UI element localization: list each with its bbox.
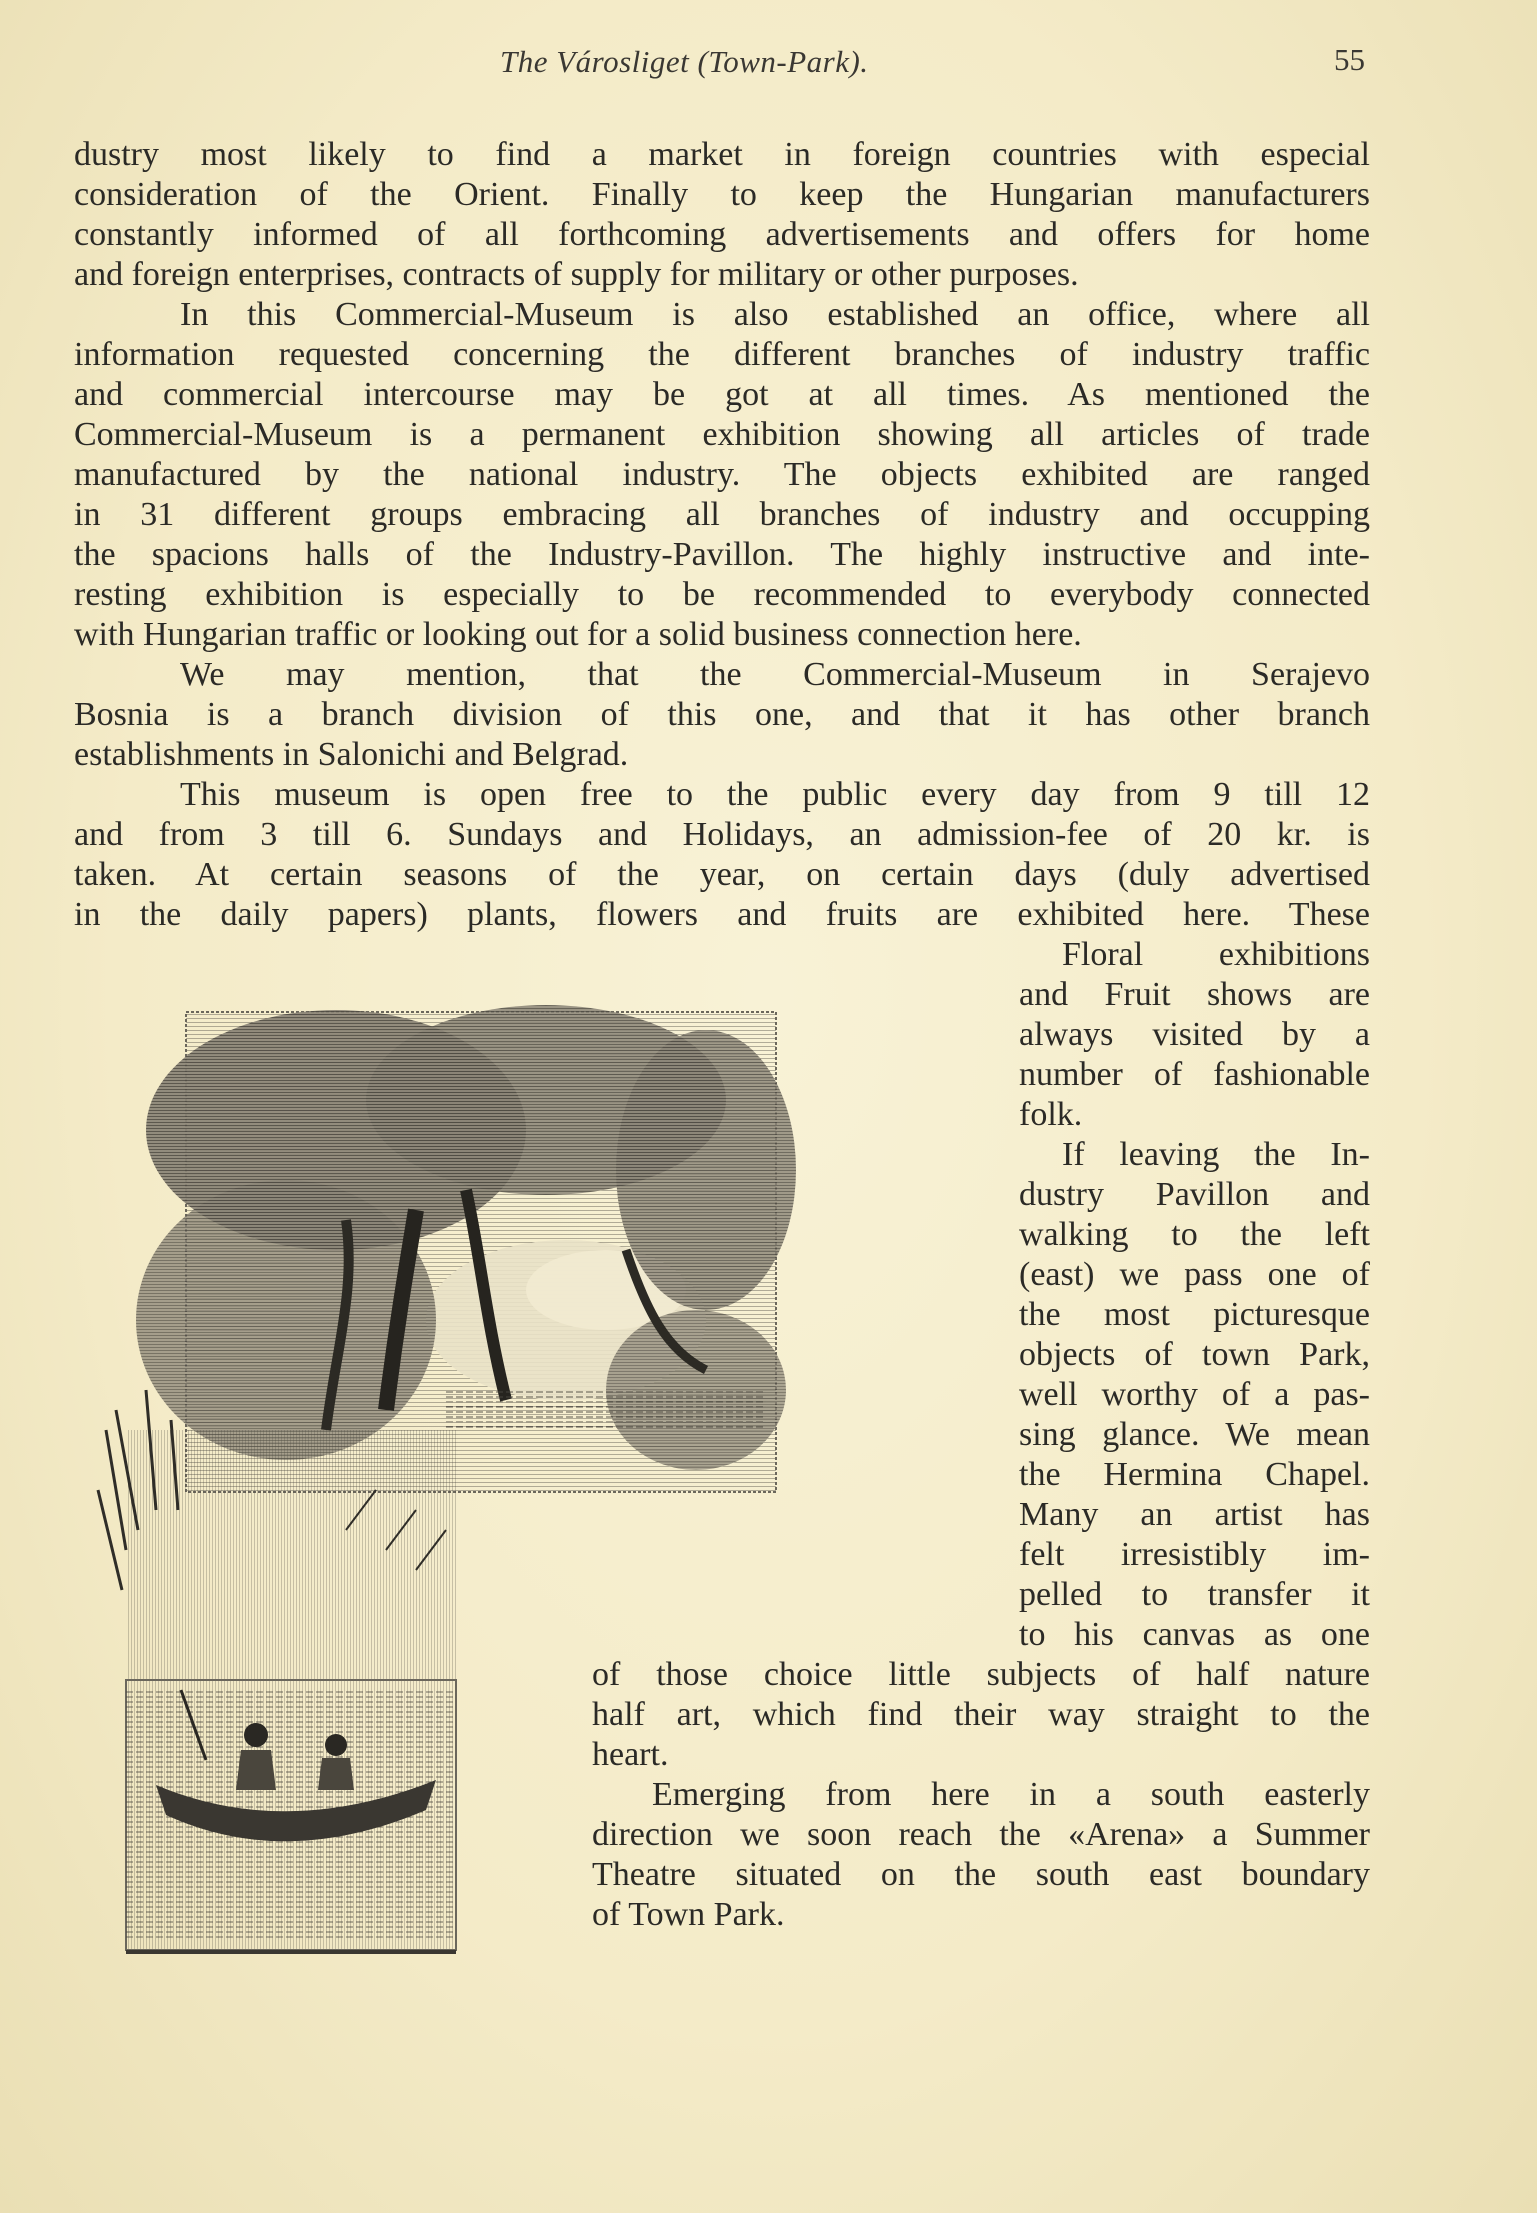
text-line: information requested concerning the different branches of industry traffic — [74, 336, 1370, 373]
upper-scene — [136, 1005, 796, 1492]
text-line: and foreign enterprises, contracts of supply for military or other purposes. — [74, 256, 1079, 293]
boat-scene — [98, 1390, 456, 1952]
text-line: of those choice little subjects of half nature — [592, 1656, 1370, 1693]
text-line: in 31 different groups embracing all branches of industry and occupping — [74, 496, 1370, 533]
text-line: taken. At certain seasons of the year, on certain days (duly advertised — [74, 856, 1370, 893]
text-line: to his canvas as one — [1019, 1616, 1370, 1653]
running-title: The Városliget (Town-Park). — [500, 44, 869, 79]
text-line: dustry Pavillon and — [1019, 1176, 1370, 1213]
park-engraving-illustration — [86, 990, 976, 1960]
text-line: walking to the left — [1019, 1216, 1370, 1253]
text-line: folk. — [1019, 1096, 1083, 1133]
text-line: pelled to transfer it — [1019, 1576, 1370, 1613]
text-line: of Town Park. — [592, 1896, 785, 1933]
text-line: direction we soon reach the «Arena» a Summer — [592, 1816, 1370, 1853]
text-line: We may mention, that the Commercial-Museum in Serajevo — [180, 656, 1370, 693]
text-line: heart. — [592, 1736, 669, 1773]
text-line: resting exhibition is especially to be recommended to everybody connected — [74, 576, 1370, 613]
text-line: Many an artist has — [1019, 1496, 1370, 1533]
text-line: If leaving the In- — [1062, 1136, 1370, 1173]
text-line: half art, which find their way straight to the — [592, 1696, 1370, 1733]
text-line: manufactured by the national industry. The objects exhibited are ranged — [74, 456, 1370, 493]
text-line: Commercial-Museum is a permanent exhibition showing all articles of trade — [74, 416, 1370, 453]
text-line: establishments in Salonichi and Belgrad. — [74, 736, 629, 773]
text-line: felt irresistibly im- — [1019, 1536, 1370, 1573]
text-line: the most picturesque — [1019, 1296, 1370, 1333]
text-line: sing glance. We mean — [1019, 1416, 1370, 1453]
text-line: and commercial intercourse may be got at all times. As mentioned the — [74, 376, 1370, 413]
text-line: number of fashionable — [1019, 1056, 1370, 1093]
running-head — [0, 44, 1537, 84]
text-line: consideration of the Orient. Finally to keep the Hungarian manufacturers — [74, 176, 1370, 213]
text-line: objects of town Park, — [1019, 1336, 1370, 1373]
text-line: well worthy of a pas- — [1019, 1376, 1370, 1413]
text-line: in the daily papers) plants, flowers and fruits are exhibited here. These — [74, 896, 1370, 933]
text-line: Theatre situated on the south east boundary — [592, 1856, 1370, 1893]
text-line: constantly informed of all forthcoming advertisements and offers for home — [74, 216, 1370, 253]
text-line: with Hungarian traffic or looking out for a solid business connection here. — [74, 616, 1082, 653]
text-line: the Hermina Chapel. — [1019, 1456, 1370, 1493]
text-line: and from 3 till 6. Sundays and Holidays, an admission-fee of 20 kr. is — [74, 816, 1370, 853]
text-line: the spacions halls of the Industry-Pavillon. The highly instructive and inte- — [74, 536, 1370, 573]
text-line: This museum is open free to the public every day from 9 till 12 — [180, 776, 1370, 813]
text-line: always visited by a — [1019, 1016, 1370, 1053]
text-line: Bosnia is a branch division of this one, and that it has other branch — [74, 696, 1370, 733]
text-line: In this Commercial-Museum is also established an office, where all — [180, 296, 1370, 333]
text-line: and Fruit shows are — [1019, 976, 1370, 1013]
text-line: Emerging from here in a south easterly — [652, 1776, 1370, 1813]
page-number: 55 — [1334, 42, 1365, 77]
text-line: (east) we pass one of — [1019, 1256, 1370, 1293]
text-line: dustry most likely to find a market in foreign countries with especial — [74, 136, 1370, 173]
text-line: Floral exhibitions — [1062, 936, 1370, 973]
